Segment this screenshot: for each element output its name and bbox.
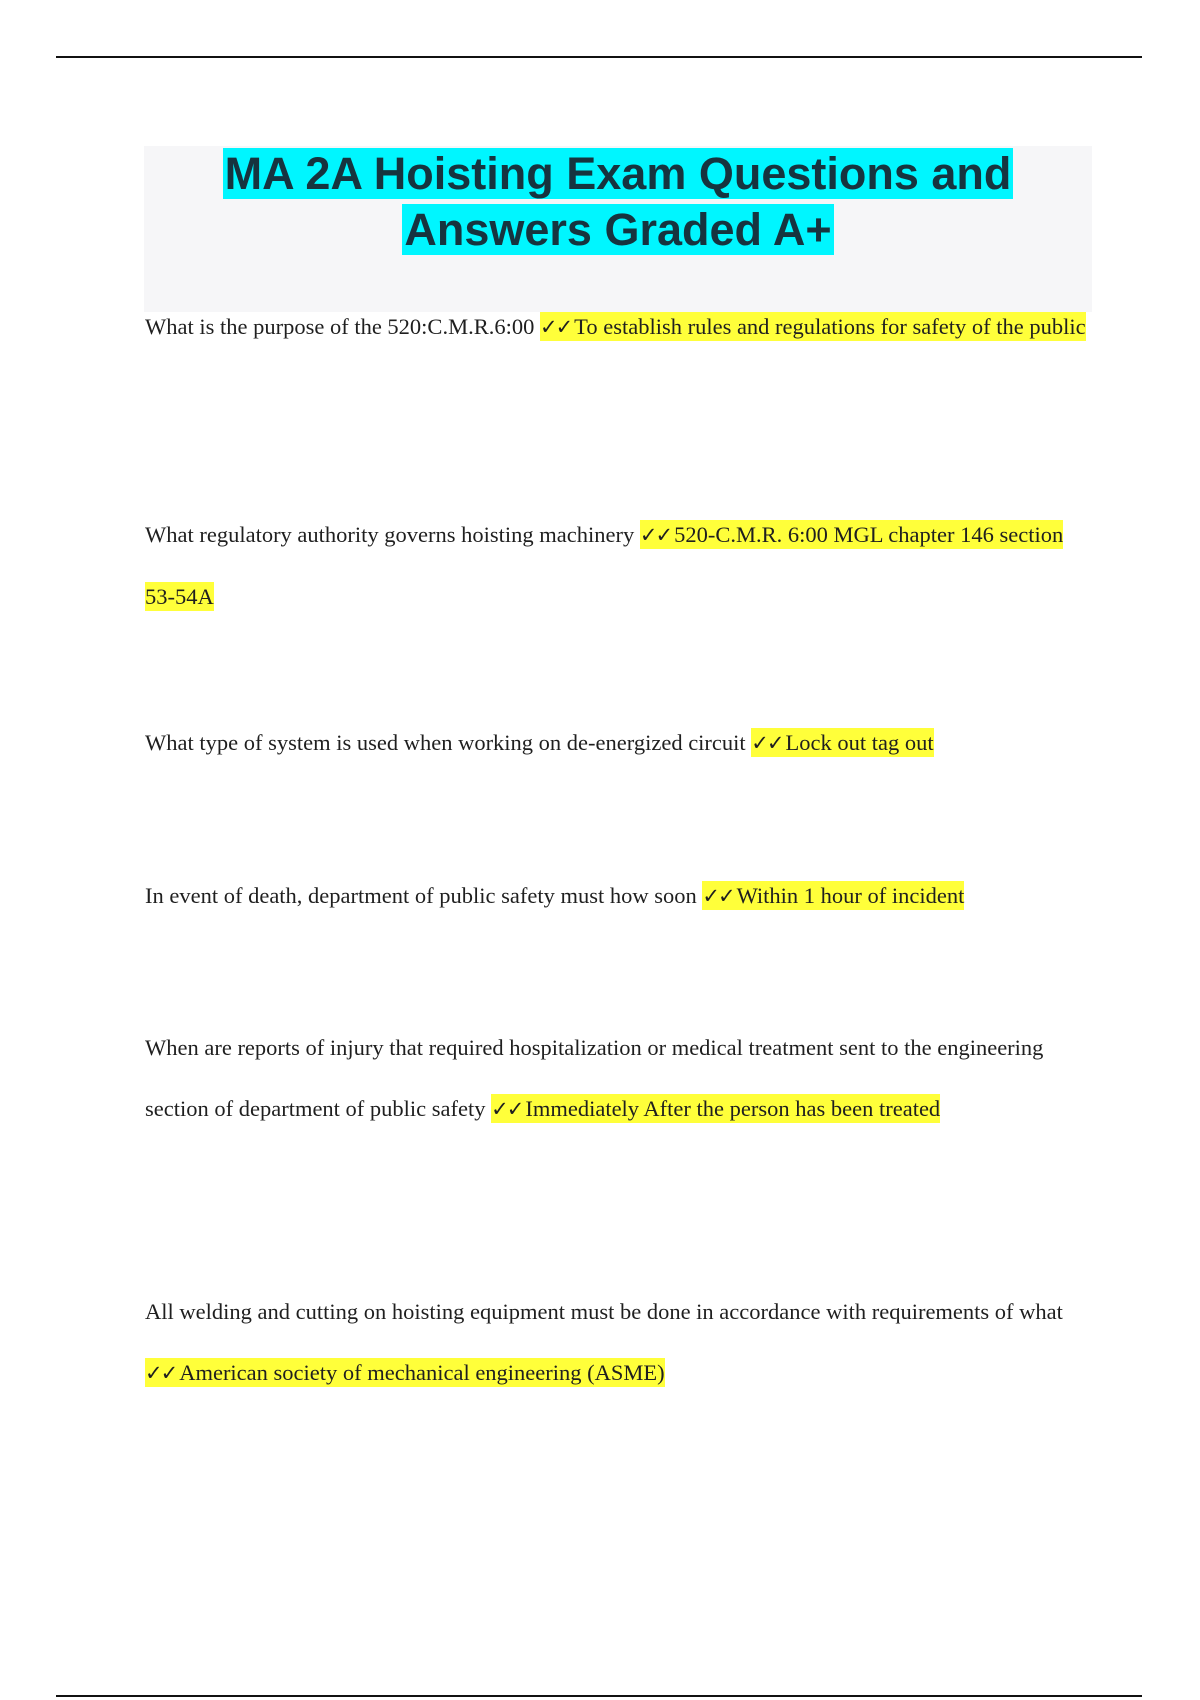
answer-highlight [491, 1094, 940, 1123]
qa-item-1 [145, 296, 1095, 358]
document-title [144, 146, 1092, 258]
answer-text: Lock out tag out [785, 730, 934, 755]
bottom-rule [56, 1695, 1142, 1697]
answer-text: To establish rules and regulations for safety of the public [574, 314, 1086, 339]
question-text: What regulatory authority governs hoisting machinery [145, 522, 635, 547]
double-check-icon: ✓✓ [491, 1097, 523, 1121]
answer-text: Immediately After the person has been treated [525, 1096, 941, 1121]
double-check-icon: ✓✓ [702, 884, 734, 908]
qa-item-4 [145, 865, 1095, 927]
qa-item-2 [145, 504, 1095, 627]
double-check-icon: ✓✓ [145, 1361, 177, 1385]
answer-highlight [702, 881, 964, 910]
title-panel [144, 146, 1092, 312]
double-check-icon: ✓✓ [539, 315, 572, 339]
double-check-icon: ✓✓ [751, 731, 783, 755]
top-rule [56, 56, 1142, 58]
qa-item-6 [145, 1281, 1095, 1404]
answer-highlight [145, 1358, 665, 1387]
question-text: In event of death, department of public safety must how soon [145, 883, 697, 908]
answer-text: 520-C.M.R. 6:00 MGL chapter 146 section 53-54A [145, 522, 1064, 609]
question-text: What type of system is used when working on de-energized circuit [145, 730, 746, 755]
question-text: When are reports of injury that required hospitalization or medical treatment sent to the engineering section of department of public safety [145, 1035, 1044, 1121]
answer-text: Within 1 hour of incident [736, 883, 965, 908]
answer-text: American society of mechanical engineering (ASME) [179, 1360, 665, 1385]
question-text: What is the purpose of the 520:C.M.R.6:00 [145, 314, 535, 339]
qa-item-3 [145, 712, 1095, 774]
double-check-icon: ✓✓ [639, 523, 672, 547]
answer-highlight [540, 312, 1086, 341]
title-highlight: MA 2A Hoisting Exam Questions and Answers Graded A+ [224, 148, 1012, 255]
answer-highlight [751, 728, 933, 757]
question-text: All welding and cutting on hoisting equipment must be done in accordance with requirements of what [145, 1299, 1063, 1324]
qa-item-5 [145, 1017, 1095, 1140]
